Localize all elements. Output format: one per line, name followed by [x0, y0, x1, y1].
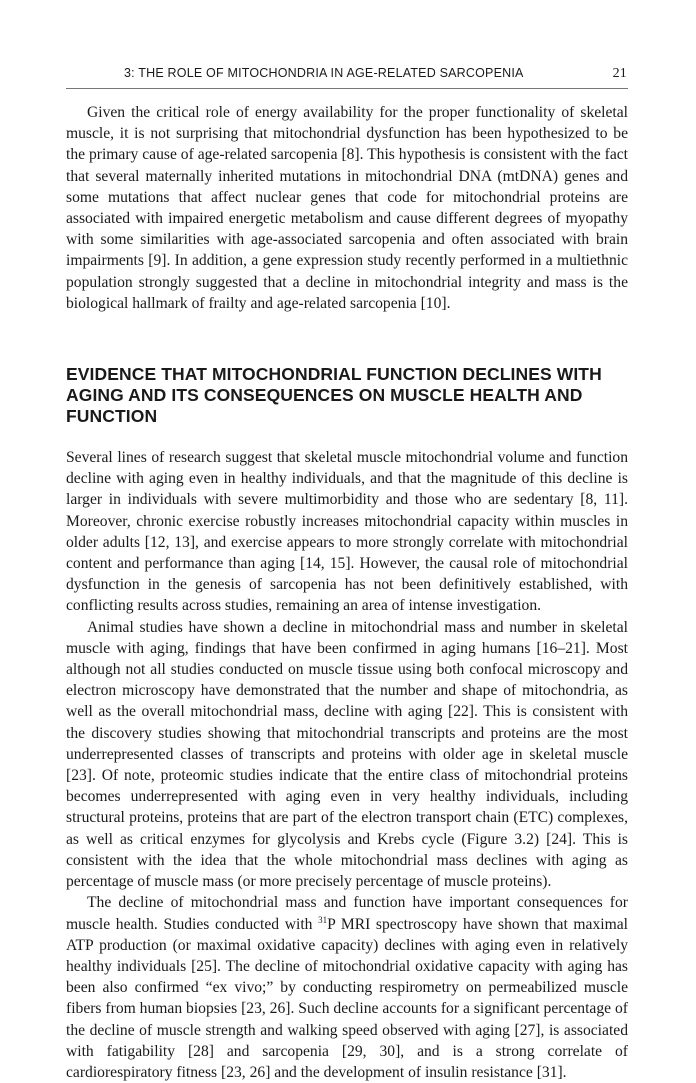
paragraph-intro: Given the critical role of energy availability for the proper functionality of skeletal muscle, it is not surprising that mitochondrial dysfunction has been hypothesized to be the primary cause of age-related sarcopenia [8]. This hypothesis is consistent with the fact that several maternally inherited mutations in mitochondrial DNA (mtDNA) genes and some mutations that affect nuclear genes that code for mitochondrial proteins are associated with impaired energetic metabolism and cause different degrees of myopathy with some similarities with age-associated sarcopenia and often associated with brain impairments [9]. In addition, a gene expression study recently performed in a multiethnic population strongly suggested that a decline in mitochondrial integrity and mass is the biological hallmark of frailty and age-related sarcopenia [10]. [66, 104, 628, 312]
paragraph-animal-studies: Animal studies have shown a decline in mitochondrial mass and number in skeletal muscle with aging, findings that have been confirmed in aging humans [16–21]. Most although not all studies conducted on muscle tissue using both confocal microscopy and electron microscopy have demonstrated that the number and shape of mitochondria, as well as the overall mitochondrial mass, decline with aging [22]. This is consistent with the discovery studies showing that mitochondrial transcripts and proteins are the most underrepresented classes of transcripts and proteins with older age in skeletal muscle [23]. Of note, proteomic studies indicate that the entire class of mitochondrial proteins becomes underrepresented with aging even in very healthy individuals, including structural proteins, proteins that are part of the electron transport chain (ETC) complexes, as well as critical enzymes for glycolysis and Krebs cycle (Figure 3.2) [24]. This is consistent with the idea that the whole mitochondrial mass declines with aging as percentage of muscle mass (or more precisely percentage of muscle proteins). [66, 618, 628, 891]
section-heading: EVIDENCE THAT MITOCHONDRIAL FUNCTION DECLINES WITH AGING AND ITS CONSEQUENCES ON MUSCLE HEALTH AND FUNCTION [66, 364, 602, 427]
isotope-superscript: 31 [318, 914, 328, 925]
paragraph-consequences [66, 892, 628, 1083]
header-rule [66, 88, 628, 89]
paragraph-lines-of-research: Several lines of research suggest that skeletal muscle mitochondrial volume and function decline with aging even in healthy individuals, and that the magnitude of this decline is larger in individuals with severe multimorbidity and those who are sedentary [8, 11]. Moreover, chronic exercise robustly increases mitochondrial capacity within muscles in older adults [12, 13], and exercise appears to more strongly correlate with mitochondrial content and performance than aging [14, 15]. However, the causal role of mitochondrial dysfunction in the genesis of sarcopenia has not been definitively established, with conflicting results across studies, remaining an area of intense investigation. [66, 449, 628, 615]
paragraph-consequences-start: The decline of mitochondrial mass and function have important consequences for muscle health. Studies conducted with [66, 894, 628, 933]
running-title: 3: THE ROLE OF MITOCHONDRIA IN AGE-RELATED SARCOPENIA [124, 66, 524, 80]
paragraph-consequences-rest: P MRI spectroscopy have shown that maximal ATP production (or maximal oxidative capacity) declines with aging even in relatively healthy individuals [25]. The decline of mitochondrial oxidative capacity with aging has been also confirmed “ex vivo;” by conducting respirometry on permeabilized muscle fibers from human biopsies [23, 26]. Such decline accounts for a significant percentage of the decline of muscle strength and walking speed observed with aging [27], is associated with fatigability [28] and sarcopenia [29, 30], and is a strong correlate of cardiorespiratory fitness [23, 26] and the development of insulin resistance [31]. [66, 915, 628, 1081]
body-text [66, 102, 628, 1083]
page-number: 21 [612, 66, 627, 81]
